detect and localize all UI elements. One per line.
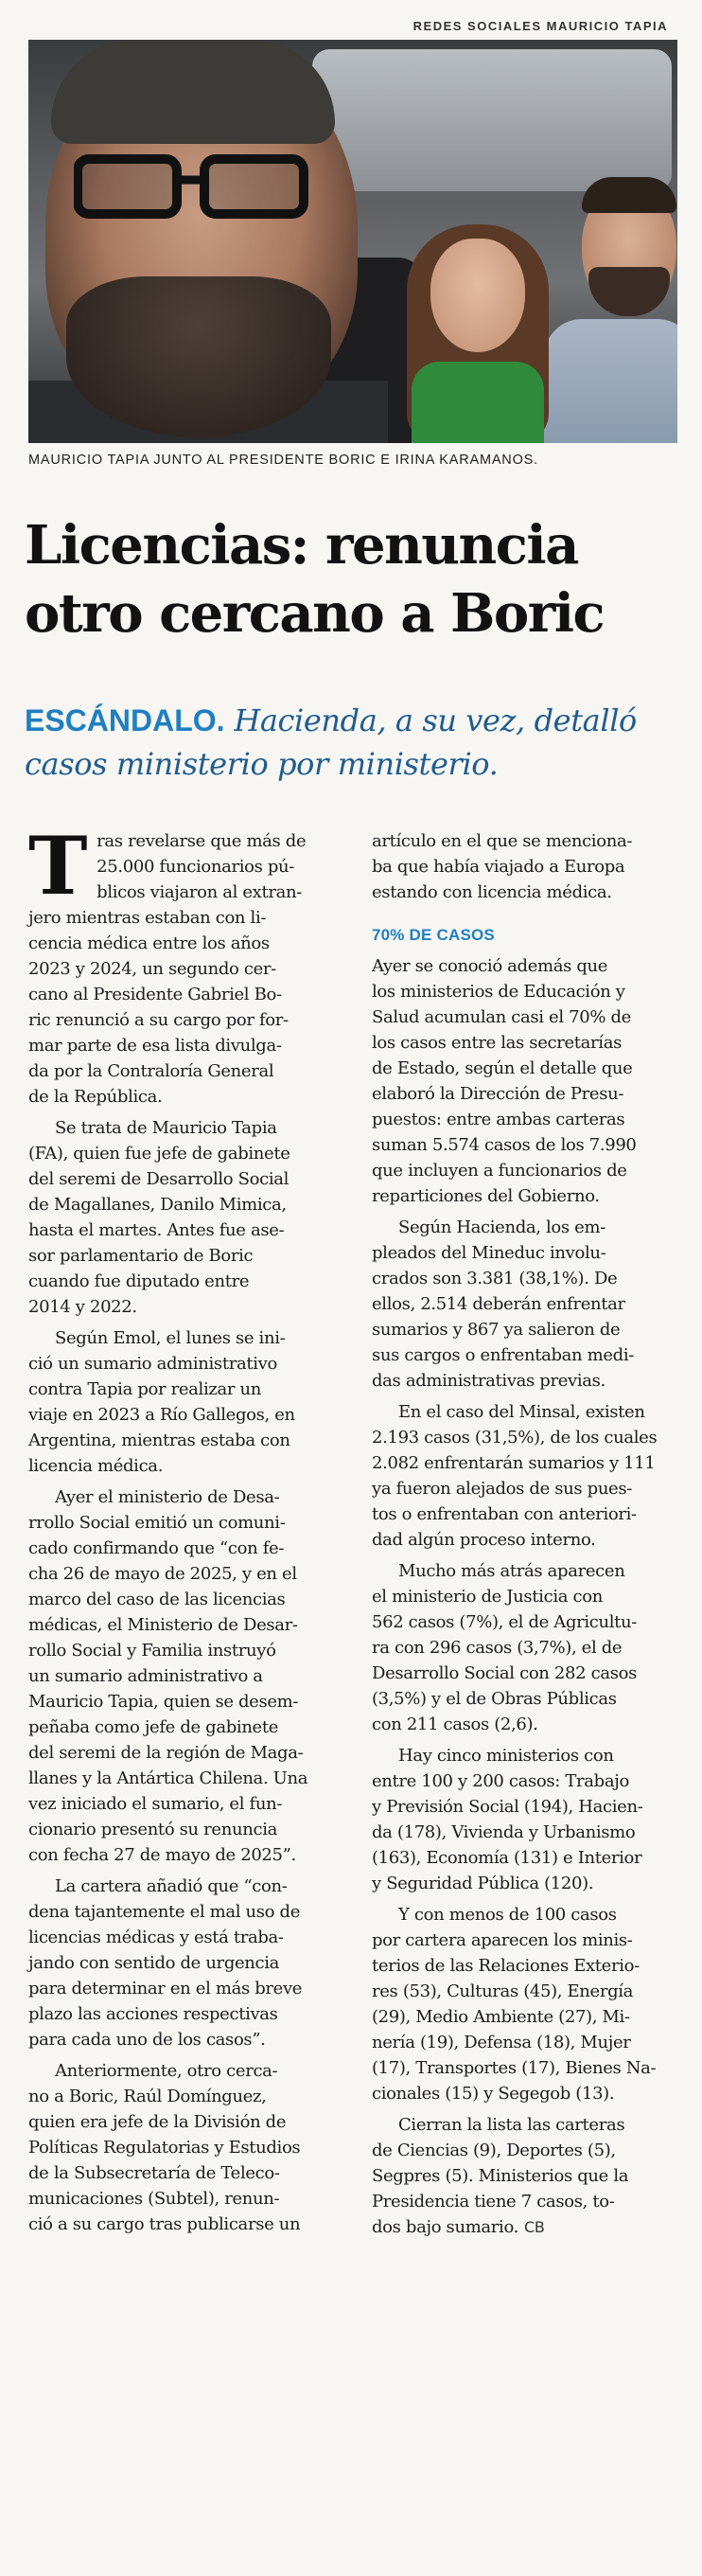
- paragraph: [28, 1115, 345, 1320]
- text-line: cionario presentó su renuncia: [28, 1820, 277, 1839]
- text-line: llanes y la Antártica Chilena. Una: [28, 1768, 308, 1788]
- text-line: 2.082 enfrentarán sumarios y 111: [372, 1453, 656, 1473]
- text-line: crados son 3.381 (38,1%). De: [372, 1269, 618, 1288]
- text-line: 2014 y 2022.: [28, 1297, 137, 1317]
- person-left-cap: [51, 40, 335, 144]
- text-line: (29), Medio Ambiente (27), Mi-: [372, 2007, 630, 2027]
- text-line: de la República.: [28, 1087, 163, 1107]
- text-line: Se trata de Mauricio Tapia: [55, 1118, 277, 1138]
- text-line: Según Hacienda, los em-: [398, 1217, 605, 1237]
- text-line: de la Subsecretaría de Teleco-: [28, 2163, 280, 2183]
- right-column: [372, 828, 676, 2246]
- text-line: blicos viajaron al extran-: [97, 882, 302, 902]
- paragraph: [372, 1902, 676, 2106]
- text-line: contra Tapia por realizar un: [28, 1379, 261, 1399]
- text-line: Desarrollo Social con 282 casos: [372, 1663, 637, 1683]
- text-line: el ministerio de Justicia con: [372, 1587, 603, 1607]
- text-line: La cartera añadió que “con-: [55, 1876, 288, 1896]
- paragraph: [372, 953, 676, 1209]
- deck-text: Hacienda, a su vez, detalló: [224, 702, 637, 738]
- car-window: [312, 49, 672, 191]
- text-line: 2023 y 2024, un segundo cer-: [28, 959, 276, 979]
- text-line: los ministerios de Educación y: [372, 982, 625, 1002]
- text-line: jando con sentido de urgencia: [28, 1953, 280, 1973]
- person-middle-face: [430, 239, 525, 352]
- text-line: elaboró la Dirección de Presu-: [372, 1084, 624, 1104]
- deck-line: casos ministerio por ministerio.: [25, 746, 499, 782]
- text-line: ric renunció a su cargo por for-: [28, 1010, 289, 1030]
- text-line: ra con 296 casos (3,7%), el de: [372, 1638, 623, 1658]
- text-line: cha 26 de mayo de 2025, y en el: [28, 1564, 297, 1584]
- text-line: Cierran la lista las carteras: [398, 2115, 625, 2135]
- paragraph: [28, 1874, 345, 2052]
- text-line: ció a su cargo tras publicarse un: [28, 2214, 301, 2234]
- text-line: que incluyen a funcionarios de: [372, 1161, 627, 1181]
- headline: [25, 511, 687, 648]
- text-line: puestos: entre ambas carteras: [372, 1110, 625, 1129]
- text-line: Mucho más atrás aparecen: [398, 1561, 625, 1581]
- text-line: sumarios y 867 ya salieron de: [372, 1320, 621, 1340]
- photo-caption: MAURICIO TAPIA JUNTO AL PRESIDENTE BORIC E IRINA KARAMANOS.: [28, 453, 538, 468]
- text-line: suman 5.574 casos de los 7.990: [372, 1135, 637, 1155]
- text-line: por cartera aparecen los minis-: [372, 1930, 633, 1950]
- headline-line: Licencias: renuncia: [25, 514, 578, 577]
- drop-cap: T: [28, 819, 88, 913]
- text-line: de Magallanes, Danilo Mimica,: [28, 1195, 287, 1215]
- text-line: res (53), Culturas (45), Energía: [372, 1981, 634, 2001]
- text-line: para determinar en el más breve: [28, 1979, 303, 1999]
- text-line: rollo Social y Familia instruyó: [28, 1641, 276, 1661]
- text-line: dena tajantemente el mal uso de: [28, 1902, 301, 1922]
- text-line: Políticas Regulatorias y Estudios: [28, 2138, 301, 2158]
- paragraph: [28, 2058, 345, 2237]
- text-line: del seremi de Desarrollo Social: [28, 1169, 290, 1189]
- text-line: ció un sumario administrativo: [28, 1354, 277, 1374]
- text-line: Hay cinco ministerios con: [398, 1746, 614, 1766]
- deck-tag: ESCÁNDALO.: [25, 703, 225, 737]
- paragraph: [372, 1399, 676, 1553]
- text-line: ras revelarse que más de: [97, 831, 307, 851]
- text-line: de Ciencias (9), Deportes (5),: [372, 2141, 616, 2160]
- article-photo: [28, 40, 677, 443]
- text-line: municaciones (Subtel), renun-: [28, 2189, 280, 2209]
- paragraph: [28, 1325, 345, 1479]
- text-line: reparticiones del Gobierno.: [372, 1186, 600, 1206]
- text-line: del seremi de la región de Maga-: [28, 1743, 304, 1763]
- text-line: dos bajo sumario. CB: [372, 2214, 676, 2240]
- text-line: no a Boric, Raúl Domínguez,: [28, 2087, 267, 2106]
- paragraph: [372, 1743, 676, 1896]
- person-middle-top: [412, 362, 544, 443]
- photo-credit: REDES SOCIALES MAURICIO TAPIA: [412, 19, 668, 33]
- paragraph: [28, 819, 345, 1110]
- text-line: Salud acumulan casi el 70% de: [372, 1007, 631, 1027]
- text-line: da (178), Vivienda y Urbanismo: [372, 1822, 636, 1842]
- text-line: cuando fue diputado entre: [28, 1271, 250, 1291]
- text-line: mar parte de esa lista divulga-: [28, 1036, 282, 1056]
- text-line: Ayer el ministerio de Desa-: [55, 1487, 280, 1507]
- text-line: terios de las Relaciones Exterio-: [372, 1956, 640, 1976]
- text-line: 562 casos (7%), el de Agricultu-: [372, 1612, 638, 1632]
- glasses-icon: [74, 153, 310, 220]
- text-line: Mauricio Tapia, quien se desem-: [28, 1692, 299, 1712]
- text-line: ya fueron alejados de sus pues-: [372, 1479, 632, 1499]
- paragraph: [372, 2112, 676, 2240]
- deck: [25, 699, 687, 786]
- text-line: sus cargos o enfrentaban medi-: [372, 1345, 634, 1365]
- text-line: (3,5%) y el de Obras Públicas: [372, 1689, 617, 1709]
- text-line: jero mientras estaban con li-: [28, 908, 267, 928]
- person-right-hair: [582, 177, 676, 213]
- text-line: (163), Economía (131) e Interior: [372, 1848, 642, 1868]
- text-line: peñaba como jefe de gabinete: [28, 1717, 279, 1737]
- text-line: un sumario administrativo a: [28, 1666, 263, 1686]
- text-line: En el caso del Minsal, existen: [398, 1402, 645, 1422]
- headline-line: otro cercano a Boric: [25, 582, 605, 645]
- paragraph: [372, 1558, 676, 1737]
- text-line: rrollo Social emitió un comuni-: [28, 1513, 286, 1533]
- text-line: los casos entre las secretarías: [372, 1033, 622, 1053]
- text-line: vez iniciado el sumario, el fun-: [28, 1794, 283, 1814]
- text-line: Ayer se conoció además que: [372, 956, 608, 976]
- text-line: ba que había viajado a Europa: [372, 857, 625, 877]
- text-line: sor parlamentario de Boric: [28, 1246, 254, 1266]
- text-line: Argentina, mientras estaba con: [28, 1430, 290, 1450]
- text-line: 2.193 casos (31,5%), de los cuales: [372, 1428, 658, 1448]
- paragraph: [372, 1215, 676, 1394]
- text-line: médicas, el Ministerio de Desar-: [28, 1615, 298, 1635]
- text-line: plazo las acciones respectivas: [28, 2004, 278, 2024]
- text-line: y Seguridad Pública (120).: [372, 1874, 594, 1893]
- person-right-beard: [588, 267, 670, 316]
- text-line: licencia médica.: [28, 1456, 164, 1476]
- text-line: ellos, 2.514 deberán enfrentar: [372, 1294, 625, 1314]
- text-line: viaje en 2023 a Río Gallegos, en: [28, 1405, 295, 1425]
- text-line: cionales (15) y Segegob (13).: [372, 2084, 615, 2104]
- text-line: Segpres (5). Ministerios que la: [372, 2166, 629, 2186]
- text-line: cano al Presidente Gabriel Bo-: [28, 985, 282, 1004]
- text-line: y Previsión Social (194), Hacien-: [372, 1797, 643, 1817]
- text-line: nería (19), Defensa (18), Mujer: [372, 2033, 631, 2052]
- person-left-beard: [66, 276, 331, 437]
- text-line: con fecha 27 de mayo de 2025”.: [28, 1845, 296, 1865]
- text-line: (17), Transportes (17), Bienes Na-: [372, 2058, 657, 2078]
- text-line: da por la Contraloría General: [28, 1061, 274, 1081]
- text-line: artículo en el que se menciona-: [372, 831, 633, 851]
- text-line: (FA), quien fue jefe de gabinete: [28, 1144, 290, 1164]
- text-line: pleados del Mineduc involu-: [372, 1243, 606, 1263]
- text-line: Según Emol, el lunes se ini-: [55, 1328, 286, 1348]
- text-line: das administrativas previas.: [372, 1371, 605, 1391]
- text-line: marco del caso de las licencias: [28, 1590, 286, 1609]
- text-line: quien era jefe de la División de: [28, 2112, 287, 2132]
- text-line: 25.000 funcionarios pú-: [97, 857, 295, 877]
- subhead: 70% DE CASOS: [372, 926, 495, 944]
- text-line: Presidencia tiene 7 casos, to-: [372, 2192, 615, 2212]
- deck-line: [25, 699, 687, 742]
- text-line: con 211 casos (2,6).: [372, 1714, 538, 1734]
- paragraph: [28, 1484, 345, 1868]
- text-line: tos o enfrentaban con anteriori-: [372, 1504, 637, 1524]
- text-line: Anteriormente, otro cerca-: [55, 2061, 278, 2081]
- person-right-shirt: [544, 319, 677, 443]
- text-line: para cada uno de los casos”.: [28, 2030, 266, 2050]
- text-line: dad algún proceso interno.: [372, 1530, 596, 1550]
- text-line: cencia médica entre los años: [28, 933, 270, 953]
- text-line: cado confirmando que “con fe-: [28, 1538, 285, 1558]
- left-column: [28, 819, 345, 2243]
- text-line: licencias médicas y está traba-: [28, 1928, 284, 1947]
- text-line: Y con menos de 100 casos: [398, 1905, 617, 1925]
- text-line: hasta el martes. Antes fue ase-: [28, 1220, 285, 1240]
- author-signature: CB: [524, 2218, 545, 2236]
- paragraph-continued: [372, 828, 676, 905]
- text-line: estando con licencia médica.: [372, 882, 612, 902]
- text-line: entre 100 y 200 casos: Trabajo: [372, 1771, 629, 1791]
- text-line: de Estado, según el detalle que: [372, 1058, 633, 1078]
